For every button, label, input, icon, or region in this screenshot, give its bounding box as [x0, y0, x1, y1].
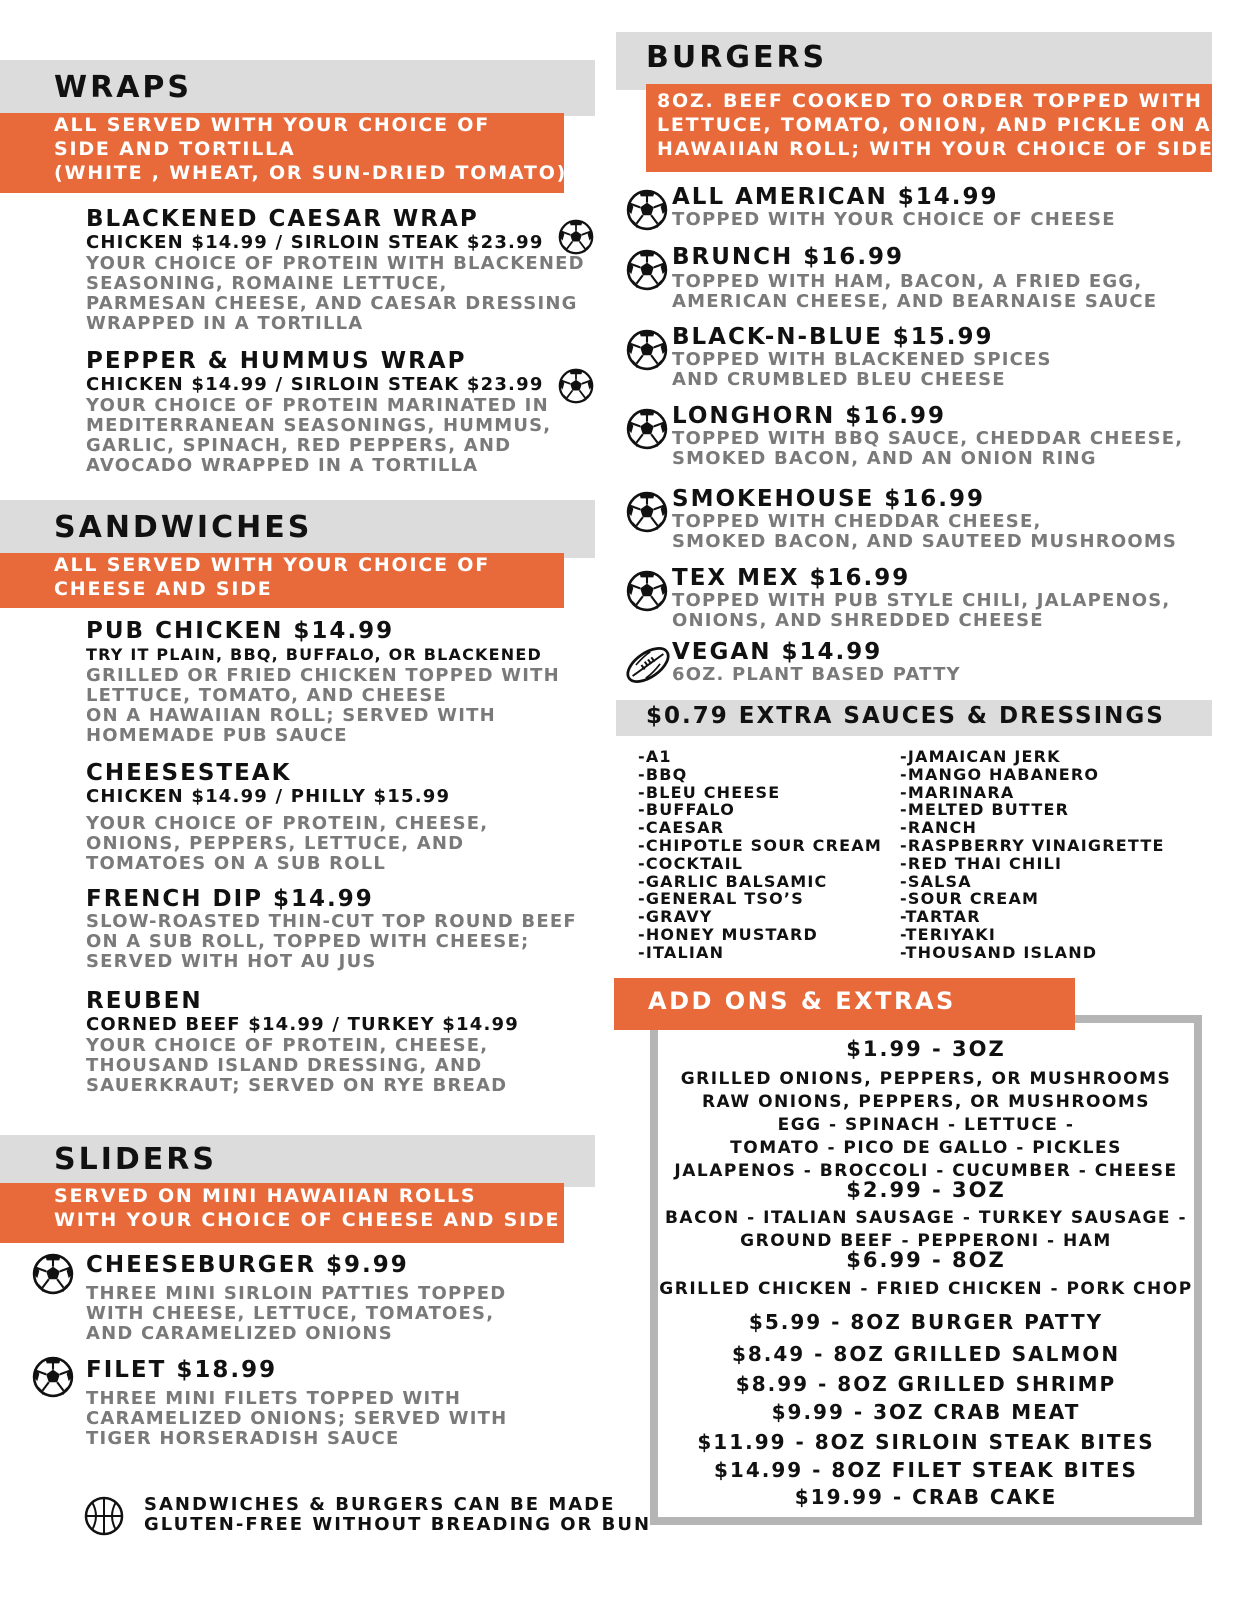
item-name: CHEESEBURGER $9.99 [86, 1252, 409, 1278]
item-description: THREE MINI SIRLOIN PATTIES TOPPED WITH CHEESE, LETTUCE, TOMATOES, AND CARAMELIZED ONIONS [86, 1283, 507, 1344]
list-item: -GENERAL TSO’S [638, 889, 804, 909]
item-name: LONGHORN $16.99 [672, 403, 947, 429]
menu-item [672, 565, 1170, 631]
menu-item [86, 206, 585, 334]
sliders-title: SLIDERS [54, 1142, 217, 1177]
soccer-ball-icon [626, 570, 668, 612]
list-item: -BLEU CHEESE [638, 782, 781, 802]
soccer-ball-icon [626, 249, 668, 291]
list-item: -CAESAR [638, 818, 725, 838]
list-item: -SOUR CREAM [900, 889, 1040, 909]
list-item: -RASPBERRY VINAIGRETTE [900, 835, 1165, 855]
item-description: TOPPED WITH PUB STYLE CHILI, JALAPENOS, ONIONS, AND SHREDDED CHEESE [672, 590, 1171, 631]
list-item: -GARLIC BALSAMIC [638, 871, 828, 891]
wraps-subtitle: ALL SERVED WITH YOUR CHOICE OF SIDE AND TORTILLA (WHITE , WHEAT, OR SUN-DRIED TOMATO) [54, 114, 568, 184]
list-item: -GRAVY [638, 907, 713, 927]
list-item: -JAMAICAN JERK [900, 747, 1061, 766]
item-description: 6OZ. PLANT BASED PATTY [672, 664, 961, 685]
list-item: -CHIPOTLE SOUR CREAM [638, 835, 882, 855]
item-description: SLOW-ROASTED THIN-CUT TOP ROUND BEEF ON A SUB ROLL, TOPPED WITH CHEESE; SERVED WITH HOT AU JUS [86, 911, 577, 972]
item-description: THREE MINI FILETS TOPPED WITH CARAMELIZED ONIONS; SERVED WITH TIGER HORSERADISH SAUCE [86, 1388, 508, 1449]
soccer-ball-icon [558, 368, 594, 404]
item-price: CHICKEN $14.99 / PHILLY $15.99 [86, 786, 451, 807]
item-name: CHEESESTEAK [86, 760, 292, 786]
list-item: -THOUSAND ISLAND [900, 942, 1098, 962]
menu-item [672, 639, 961, 685]
item-name: BLACKENED CAESAR WRAP [86, 206, 479, 232]
menu-item [86, 348, 551, 476]
soccer-ball-icon [626, 491, 668, 533]
item-description: TOPPED WITH HAM, BACON, A FRIED EGG, AMERICAN CHEESE, AND BEARNAISE SAUCE [672, 271, 1158, 312]
sandwiches-subtitle: ALL SERVED WITH YOUR CHOICE OF CHEESE AND SIDE [54, 554, 491, 600]
burgers-subtitle: 8OZ. BEEF COOKED TO ORDER TOPPED WITH LETTUCE, TOMATO, ONION, AND PICKLE ON A HAWAIIAN ROLL; WITH YOUR CHOICE OF SIDE [657, 90, 1214, 160]
menu-item [672, 184, 1116, 230]
soccer-ball-icon [558, 219, 594, 255]
list-item: -TARTAR [900, 907, 981, 927]
soccer-ball-icon [32, 1253, 74, 1295]
menu-item [86, 618, 560, 746]
menu-item [672, 403, 1183, 469]
menu-item [86, 988, 519, 1096]
item-description: TOPPED WITH BBQ SAUCE, CHEDDAR CHEESE, SMOKED BACON, AND AN ONION RING [672, 428, 1184, 469]
list-item: -BBQ [638, 764, 688, 784]
item-name: VEGAN $14.99 [672, 639, 883, 665]
item-price: CHICKEN $14.99 / SIRLOIN STEAK $23.99 [86, 232, 544, 253]
sliders-subtitle: SERVED ON MINI HAWAIIAN ROLLS WITH YOUR CHOICE OF CHEESE AND SIDE [54, 1185, 561, 1231]
list-item: -COCKTAIL [638, 853, 744, 873]
addons-box: $1.99 - 3OZ GRILLED ONIONS, PEPPERS, OR MUSHROOMS RAW ONIONS, PEPPERS, OR MUSHROOMS EGG - SPINACH - LETTUCE - TOMATO - PICO DE GALLO - PICKLES JALAPENOS - BROCCOLI - CUCUMBER - CHEESE $2.99 - 3OZ BACON - ITALIAN SAUSAGE - TURKEY SAUSAGE - GROUND BEEF - PEPPERONI - HAM $6.99 - 8OZ GRILLED CHICKEN - FRIED CHICKEN - PORK CHOP $5.99 - 8OZ BURGER PATTY $8.49 - 8OZ GRILLED SALMON $8.99 - 8OZ GRILLED SHRIMP $9.99 - 3OZ CRAB MEAT $11.99 - 8OZ SIRLOIN STEAK BITES $14.99 - 8OZ FILET STEAK BITES $19.99 - CRAB CAKE [650, 1015, 1202, 1525]
list-item: -MANGO HABANERO [900, 764, 1100, 784]
list-item: -ITALIAN [638, 942, 725, 962]
list-item: -BUFFALO [638, 800, 736, 820]
list-item: -RED THAI CHILI [900, 853, 1063, 873]
item-description: YOUR CHOICE OF PROTEIN WITH BLACKENED SEASONING, ROMAINE LETTUCE, PARMESAN CHEESE, AND CAESAR DRESSING WRAPPED IN A TORTILLA [86, 253, 585, 334]
sandwiches-title: SANDWICHES [54, 510, 313, 545]
menu-item [672, 324, 1052, 390]
item-name: REUBEN [86, 988, 203, 1014]
item-description: TOPPED WITH BLACKENED SPICES AND CRUMBLED BLEU CHEESE [672, 349, 1052, 390]
item-description: GRILLED OR FRIED CHICKEN TOPPED WITH LETTUCE, TOMATO, AND CHEESE ON A HAWAIIAN ROLL; SERVED WITH HOMEMADE PUB SAUCE [86, 665, 560, 746]
list-item: -HONEY MUSTARD [638, 924, 819, 944]
soccer-ball-icon [32, 1356, 74, 1398]
wraps-title: WRAPS [54, 70, 193, 105]
soccer-ball-icon [626, 408, 668, 450]
item-price: CHICKEN $14.99 / SIRLOIN STEAK $23.99 [86, 374, 544, 395]
gluten-free-note: SANDWICHES & BURGERS CAN BE MADE GLUTEN-FREE WITHOUT BREADING OR BUN [144, 1494, 652, 1535]
item-name: PUB CHICKEN $14.99 [86, 618, 395, 644]
item-name: BRUNCH $16.99 [672, 244, 905, 270]
item-name: PEPPER & HUMMUS WRAP [86, 348, 467, 374]
menu-item [86, 1252, 506, 1344]
item-description: TOPPED WITH CHEDDAR CHEESE, SMOKED BACON, AND SAUTEED MUSHROOMS [672, 511, 1178, 552]
soccer-ball-icon [626, 189, 668, 231]
menu-item [672, 244, 1157, 312]
item-price: CORNED BEEF $14.99 / TURKEY $14.99 [86, 1014, 519, 1035]
list-item: -A1 [638, 747, 672, 766]
item-description: YOUR CHOICE OF PROTEIN, CHEESE, THOUSAND ISLAND DRESSING, AND SAUERKRAUT; SERVED ON RYE BREAD [86, 1035, 508, 1096]
item-name: BLACK-N-BLUE $15.99 [672, 324, 994, 350]
item-name: FILET $18.99 [86, 1357, 278, 1383]
sauces-list-left [638, 748, 882, 962]
item-name: SMOKEHOUSE $16.99 [672, 486, 986, 512]
item-subtitle: TRY IT PLAIN, BBQ, BUFFALO, OR BLACKENED [86, 645, 542, 664]
menu-item [672, 486, 1177, 552]
burgers-title: BURGERS [646, 40, 828, 75]
addons-title: ADD ONS & EXTRAS [648, 987, 956, 1015]
item-description: YOUR CHOICE OF PROTEIN, CHEESE, ONIONS, PEPPERS, LETTUCE, AND TOMATOES ON A SUB ROLL [86, 813, 489, 874]
list-item: -RANCH [900, 818, 978, 838]
item-description: YOUR CHOICE OF PROTEIN MARINATED IN MEDITERRANEAN SEASONINGS, HUMMUS, GARLIC, SPINACH, RED PEPPERS, AND AVOCADO WRAPPED IN A TORTILLA [86, 395, 552, 476]
menu-item [86, 886, 577, 972]
item-name: ALL AMERICAN $14.99 [672, 184, 999, 210]
sauces-list-right [900, 748, 1165, 962]
basketball-icon [84, 1496, 124, 1536]
menu-item [86, 760, 488, 874]
soccer-ball-icon [626, 329, 668, 371]
item-name: TEX MEX $16.99 [672, 565, 911, 591]
list-item: -SALSA [900, 871, 972, 891]
sauces-title: $0.79 EXTRA SAUCES & DRESSINGS [646, 703, 1165, 729]
item-name: FRENCH DIP $14.99 [86, 886, 374, 912]
menu-item [86, 1357, 507, 1449]
list-item: -TERIYAKI [900, 924, 996, 944]
list-item: -MARINARA [900, 782, 1015, 802]
football-icon [626, 643, 670, 687]
list-item: -MELTED BUTTER [900, 800, 1070, 820]
item-description: TOPPED WITH YOUR CHOICE OF CHEESE [672, 209, 1116, 230]
